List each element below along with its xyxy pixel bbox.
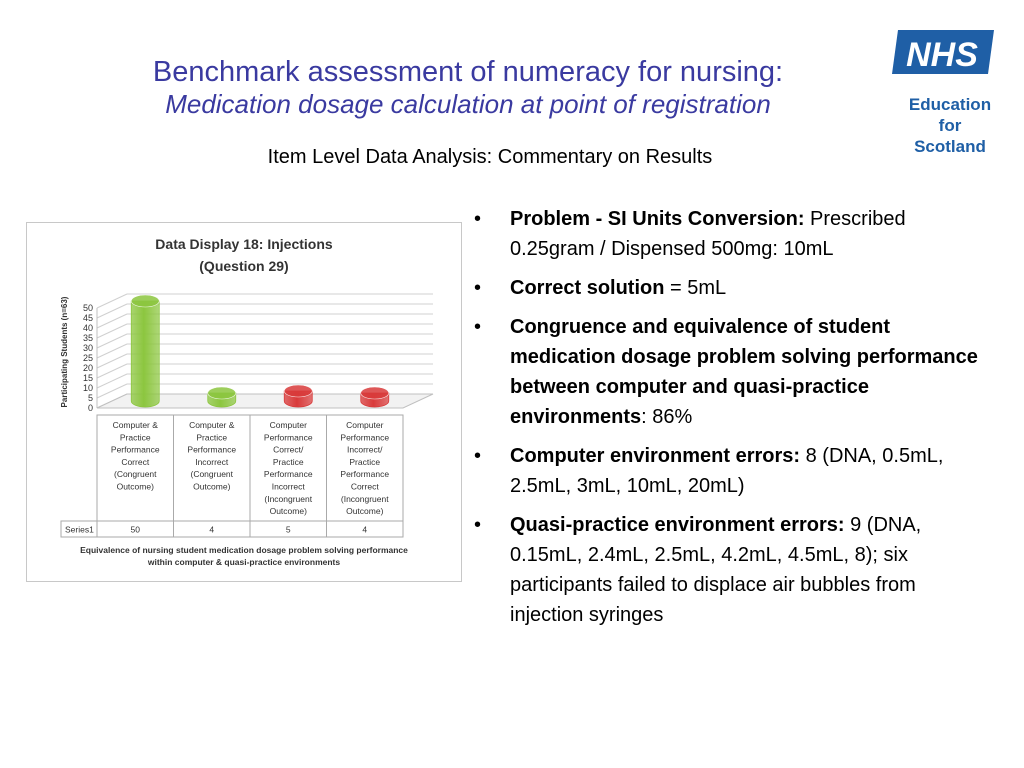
slide-title bbox=[0, 56, 936, 120]
category-label: Performance bbox=[263, 432, 313, 443]
category-label: (Incongruent bbox=[340, 493, 389, 504]
slide-subtitle: Item Level Data Analysis: Commentary on Results bbox=[267, 146, 713, 168]
category-label: Performance bbox=[340, 469, 390, 480]
category-label: (Congruent bbox=[113, 469, 157, 480]
category-label: Computer & bbox=[112, 420, 158, 430]
chart-footer-line-1: Equivalence of nursing student medication dosage problem solving performance bbox=[80, 545, 408, 555]
bar-top-4 bbox=[361, 387, 389, 399]
slide-title-sub: Medication dosage calculation at point of registration bbox=[165, 89, 771, 119]
nhs-logo-line-2: for bbox=[938, 116, 962, 135]
chart-title-line-1: Data Display 18: Injections bbox=[155, 236, 333, 252]
category-label: Performance bbox=[263, 469, 313, 480]
bullet-text: Prescribed 0.25gram / Dispensed 500mg: 10mL bbox=[510, 208, 906, 260]
bar-1 bbox=[131, 301, 159, 407]
chart-panel bbox=[26, 222, 462, 582]
category-label: Correct/ bbox=[273, 444, 304, 455]
y-tick-label: 20 bbox=[82, 363, 93, 373]
category-label: Correct bbox=[121, 456, 150, 467]
category-label: Outcome) bbox=[193, 481, 231, 492]
data-label: 5 bbox=[285, 524, 291, 535]
category-label: Performance bbox=[187, 444, 237, 455]
category-label: Practice bbox=[349, 456, 381, 467]
y-tick-label: 10 bbox=[82, 383, 93, 393]
nhs-logo-line-1: Education bbox=[908, 95, 992, 114]
bullet-text: = 5mL bbox=[664, 277, 727, 299]
y-tick-label: 35 bbox=[82, 333, 93, 343]
bullet-item bbox=[470, 204, 990, 264]
nhs-logo-lines bbox=[890, 94, 1010, 157]
bullet-item bbox=[470, 312, 990, 432]
category-label: Computer bbox=[269, 420, 307, 430]
bullet-text: 8 (DNA, 0.5mL, 2.5mL, 3mL, 10mL, 20mL) bbox=[510, 445, 944, 497]
bullet-bold: Correct solution bbox=[510, 277, 665, 299]
category-label: (Congruent bbox=[190, 469, 234, 480]
category-label: Outcome) bbox=[346, 506, 384, 517]
bullet-item bbox=[470, 273, 990, 303]
category-label: Performance bbox=[340, 432, 390, 443]
injections-bar-chart bbox=[27, 223, 461, 581]
category-label: Performance bbox=[110, 444, 160, 455]
y-tick-label: 25 bbox=[82, 353, 93, 363]
data-label: 50 bbox=[130, 524, 140, 535]
y-tick-label: 50 bbox=[82, 303, 93, 313]
bullet-text: : 86% bbox=[641, 406, 693, 428]
category-label: Correct bbox=[350, 481, 379, 492]
bar-top-2 bbox=[208, 387, 236, 399]
bullet-item bbox=[470, 441, 990, 501]
y-axis-label: Participating Students (n=63) bbox=[60, 296, 69, 408]
y-tick-label: 30 bbox=[82, 343, 93, 353]
bar-top-3 bbox=[284, 385, 312, 397]
category-label: Incorrect/ bbox=[347, 444, 383, 455]
chart-title-line-2: (Question 29) bbox=[199, 258, 289, 274]
data-label: 4 bbox=[209, 524, 215, 535]
bullet-item bbox=[470, 510, 990, 630]
bullet-bold: Problem - SI Units Conversion: bbox=[510, 208, 805, 230]
category-label: Computer bbox=[346, 420, 384, 430]
y-tick-label: 15 bbox=[82, 373, 93, 383]
category-label: Outcome) bbox=[269, 506, 307, 517]
series-table-row bbox=[61, 521, 403, 537]
category-label: Practice bbox=[119, 432, 151, 443]
bar-top-1 bbox=[131, 295, 159, 307]
bullet-bold: Congruence and equivalence of student medication dosage problem solving performance between computer and quasi-practice environments bbox=[510, 316, 978, 428]
y-tick-label: 40 bbox=[82, 323, 93, 333]
bullet-text: 9 (DNA, 0.15mL, 2.4mL, 2.5mL, 4.2mL, 4.5mL, 8); six participants failed to displace air bubbles from injection syringes bbox=[510, 514, 922, 626]
category-label: Practice bbox=[272, 456, 304, 467]
data-label: 4 bbox=[362, 524, 368, 535]
series-name: Series1 bbox=[65, 524, 94, 535]
category-label: Computer & bbox=[189, 420, 235, 430]
y-tick-label: 5 bbox=[87, 393, 93, 403]
nhs-logo-line-3: Scotland bbox=[914, 137, 986, 156]
chart-footer-line-2: within computer & quasi-practice environments bbox=[147, 557, 341, 567]
bullet-bold: Quasi-practice environment errors: bbox=[510, 514, 845, 536]
slide-title-main: Benchmark assessment of numeracy for nursing: bbox=[152, 56, 784, 88]
y-tick-label: 0 bbox=[87, 403, 93, 413]
nhs-logo bbox=[890, 28, 1010, 168]
category-label: (Incongruent bbox=[264, 493, 313, 504]
commentary-list bbox=[470, 204, 990, 639]
bullet-bold: Computer environment errors: bbox=[510, 445, 801, 467]
category-label: Incorrect bbox=[271, 481, 305, 492]
category-label: Outcome) bbox=[116, 481, 154, 492]
nhs-wordmark-icon bbox=[890, 28, 996, 76]
svg-text:NHS: NHS bbox=[906, 36, 978, 74]
y-tick-label: 45 bbox=[82, 313, 93, 323]
category-label: Incorrect bbox=[195, 456, 229, 467]
category-label: Practice bbox=[196, 432, 228, 443]
